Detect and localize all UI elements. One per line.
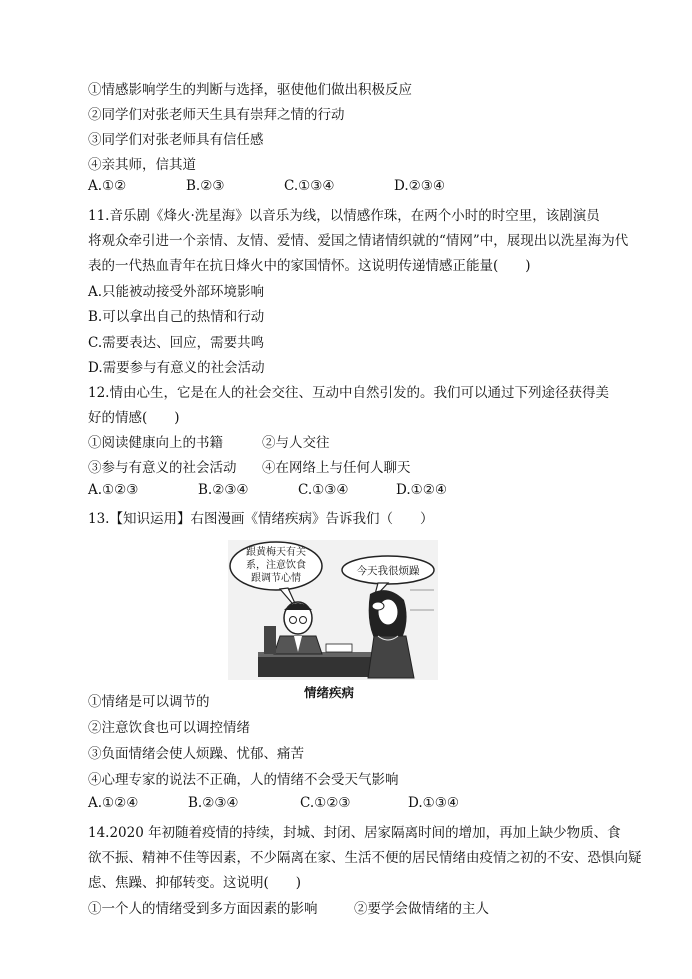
- q13-item-1: ①情绪是可以调节的: [88, 694, 210, 710]
- q14-stem-line-2: 欲不振、精神不佳等因素，不少隔离在家、生活不便的居民情绪由疫情之初的不安、恐惧向疑: [88, 850, 642, 866]
- q13-stem: 13.【知识运用】右图漫画《情绪疾病》告诉我们（ ）: [88, 511, 434, 527]
- cartoon-caption: 情绪疾病: [304, 685, 355, 700]
- q11-stem-line-2: 将观众牵引进一个亲情、友情、爱情、爱国之情诸情织就的“情网”中，展现出以洗星海为代: [88, 233, 629, 249]
- cartoon-bubble-left-line-1: 跟黄梅天有关: [246, 547, 306, 558]
- q12-options: [88, 482, 608, 502]
- prev-option-b: B.②③: [186, 178, 225, 194]
- q12-item-2: ②与人交往: [262, 435, 330, 451]
- q13-item-2: ②注意饮食也可以调控情绪: [88, 720, 250, 736]
- q13-item-3: ③负面情绪会使人烦躁、忧郁、痛苦: [88, 746, 304, 762]
- cartoon-illustration: [228, 540, 438, 700]
- q11-stem-line-1: 11.音乐剧《烽火·洗星海》以音乐为线，以情感作珠，在两个小时的时空里，该剧演员: [88, 208, 600, 224]
- q13-option-c: C.①②③: [300, 795, 351, 811]
- q14-items-row-1: [88, 897, 608, 917]
- q13-options: [88, 795, 608, 815]
- q13-option-d: D.①③④: [408, 795, 459, 811]
- q13-option-a: A.①②④: [88, 795, 139, 811]
- prev-option-c: C.①③④: [284, 178, 335, 194]
- q12-items-row-1: [88, 431, 588, 451]
- cartoon-bubble-left-line-2: 系，注意饮食: [246, 560, 306, 571]
- q13-item-4: ④心理专家的说法不正确，人的情绪不会受天气影响: [88, 772, 399, 788]
- q12-option-a: A.①②③: [88, 482, 139, 498]
- prev-item-3: ③同学们对张老师具有信任感: [88, 132, 264, 148]
- q12-option-c: C.①③④: [298, 482, 349, 498]
- prev-options: [88, 178, 608, 198]
- q12-option-d: D.①②④: [396, 482, 447, 498]
- q11-option-c: C.需要表达、回应，需要共鸣: [88, 335, 265, 351]
- cartoon-bubble-right: 今天我很烦躁: [356, 565, 420, 577]
- q12-item-4: ④在网络上与任何人聊天: [262, 460, 411, 476]
- q14-stem-line-3: 虑、焦躁、抑郁转变。这说明( ): [88, 875, 302, 891]
- cartoon-drawing: [228, 540, 438, 700]
- prev-option-d: D.②③④: [394, 178, 445, 194]
- q12-item-1: ①阅读健康向上的书籍: [88, 435, 223, 451]
- q14-item-2: ②要学会做情绪的主人: [354, 901, 489, 917]
- prev-item-2: ②同学们对张老师天生具有崇拜之情的行动: [88, 107, 345, 123]
- q11-option-a: A.只能被动接受外部环境影响: [88, 284, 265, 300]
- q11-option-d: D.需要参与有意义的社会活动: [88, 360, 265, 376]
- q11-option-b: B.可以拿出自己的热情和行动: [88, 309, 265, 325]
- prev-item-4: ④亲其师，信其道: [88, 157, 196, 173]
- prev-option-a: A.①②: [88, 178, 127, 194]
- q12-items-row-2: [88, 456, 588, 476]
- q12-stem-line-1: 12.情由心生，它是在人的社会交往、互动中自然引发的。我们可以通过下列途径获得美: [88, 385, 609, 401]
- cartoon-bubble-left-line-3: 跟调节心情: [251, 573, 301, 584]
- q11-stem-line-3: 表的一代热血青年在抗日烽火中的家国情怀。这说明传递情感正能量( ): [88, 258, 531, 274]
- q12-item-3: ③参与有意义的社会活动: [88, 460, 237, 476]
- q14-stem-line-1: 14.2020 年初随着疫情的持续，封城、封闭、居家隔离时间的增加，再加上缺少物质、食: [88, 825, 621, 841]
- q12-stem-line-2: 好的情感( ): [88, 410, 180, 426]
- q14-item-1: ①一个人的情绪受到多方面因素的影响: [88, 901, 318, 917]
- q13-option-b: B.②③④: [188, 795, 239, 811]
- q12-option-b: B.②③④: [198, 482, 249, 498]
- prev-item-1: ①情感影响学生的判断与选择，驱使他们做出积极反应: [88, 82, 412, 98]
